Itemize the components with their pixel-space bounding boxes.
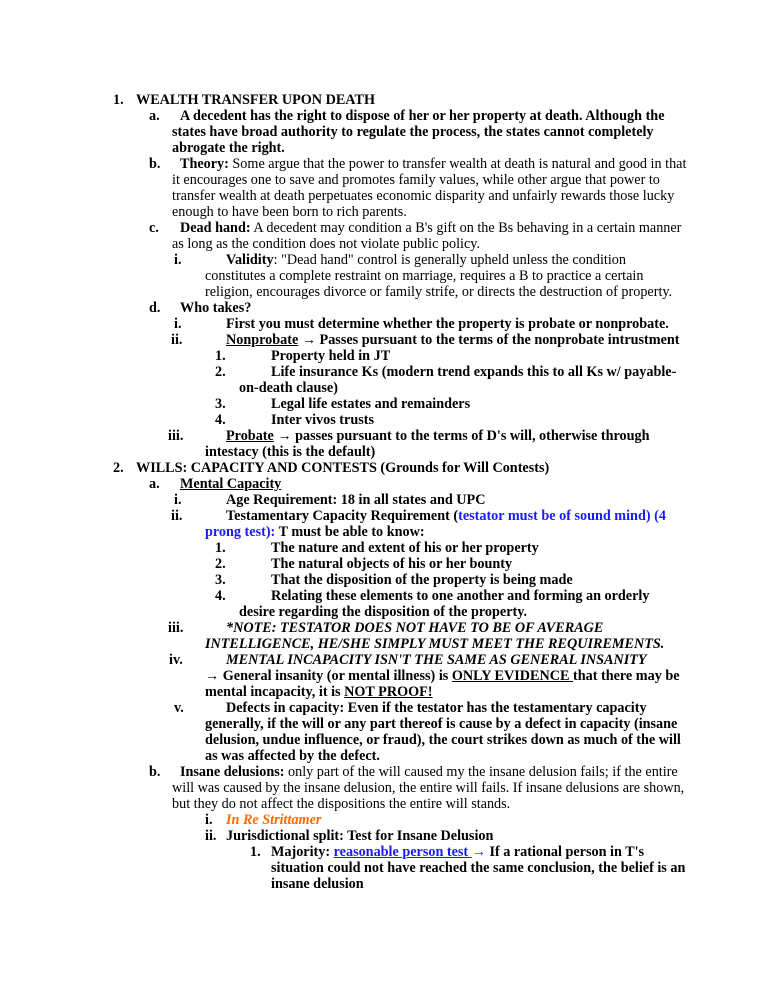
- s2b-text: only part of the will caused my the insane delusion fails; if the entire: [284, 764, 678, 780]
- s2aiv-text-3: mental incapacity, it is: [205, 684, 345, 700]
- nonprobate-heading: Nonprobate: [226, 332, 299, 348]
- list-item: Life insurance Ks (modern trend expands this to all Ks w/ payable-: [271, 364, 677, 380]
- s2aii-text-2: T must be able to know:: [275, 524, 425, 540]
- s1dii-line1: [226, 332, 680, 348]
- s1d-marker: d.: [149, 300, 161, 316]
- list-item: The natural objects of his or her bounty: [271, 556, 513, 572]
- s2aii-blue-text-3: prong test):: [205, 524, 276, 540]
- s2bi-marker: i.: [205, 812, 213, 828]
- s2av-line2: generally, if the will or any part thereof is cause by a defect in capacity (insane: [205, 716, 678, 732]
- s1b-line3: transfer wealth at death perpetuates economic disparity and unfairly rewards those lucky: [172, 188, 675, 204]
- majority-test-line2: situation could not have reached the same conclusion, the belief is an: [271, 860, 686, 876]
- arrow-icon: →: [205, 668, 220, 684]
- list-item-marker: 1.: [250, 844, 261, 860]
- list-item: Property held in JT: [271, 348, 391, 364]
- s1c-marker: c.: [149, 220, 159, 236]
- s2aiv-marker: iv.: [169, 652, 183, 668]
- s1diii-line1: [226, 428, 650, 444]
- list-item: Legal life estates and remainders: [271, 396, 471, 412]
- s2aiv-line2: [205, 668, 680, 684]
- s2av-line3: delusion, undue influence, or fraud), the court strikes down as much of the will: [205, 732, 681, 748]
- s1di-line1: First you must determine whether the property is probate or nonprobate.: [226, 316, 669, 332]
- s1ci-line3: religion, encourages divorce or family strife, or directs the destruction of property.: [205, 284, 673, 300]
- s1ci-lead: Validity: [226, 252, 274, 268]
- s1d-line1: Who takes?: [180, 300, 252, 316]
- section-2-number: 2.: [113, 460, 124, 476]
- s2ai-line1: Age Requirement: 18 in all states and UPC: [226, 492, 486, 508]
- s2bii-line1: Jurisdictional split: Test for Insane Delusion: [226, 828, 494, 844]
- s1dii-marker: ii.: [171, 332, 183, 348]
- majority-label: Majority:: [271, 844, 334, 860]
- s2aiv-text-2: that there may be: [573, 668, 680, 684]
- s2av-line4: as was affected by the defect.: [205, 748, 380, 764]
- section-1-title: WEALTH TRANSFER UPON DEATH: [136, 92, 375, 108]
- s1diii-marker: iii.: [168, 428, 184, 444]
- s2aiii-marker: iii.: [168, 620, 184, 636]
- s2b-marker: b.: [149, 764, 161, 780]
- s1diii-text: passes pursuant to the terms of D's will, otherwise through: [291, 428, 650, 444]
- list-item-marker: 1.: [215, 540, 226, 556]
- s1ci-line2: constitutes a complete restraint on marriage, requires a B to practice a certain: [205, 268, 644, 284]
- list-item: Relating these elements to one another and forming an orderly: [271, 588, 650, 604]
- majority-test-line1: [271, 844, 644, 860]
- s1b-text: Some argue that the power to transfer wealth at death is natural and good in that: [228, 156, 687, 172]
- s2a-heading: Mental Capacity: [180, 476, 282, 492]
- s2aiv-line3: [205, 684, 433, 700]
- s1b-lead: Theory:: [180, 156, 229, 172]
- s2bii-marker: ii.: [205, 828, 217, 844]
- list-item-marker: 2.: [215, 556, 226, 572]
- s2aii-line1: [226, 508, 666, 524]
- s1dii-text: Passes pursuant to the terms of the nonprobate intrustment: [316, 332, 680, 348]
- s2aii-marker: ii.: [171, 508, 183, 524]
- s2aiii-line1: *NOTE: TESTATOR DOES NOT HAVE TO BE OF AVERAGE: [226, 620, 604, 636]
- arrow-icon: →: [301, 332, 316, 348]
- s1c-text: A decedent may condition a B's gift on the Bs behaving in a certain manner: [250, 220, 682, 236]
- s1a-line2: states have broad authority to regulate the process, the states cannot completely: [172, 124, 654, 140]
- section-2-title: WILLS: CAPACITY AND CONTESTS (Grounds for Will Contests): [136, 460, 550, 476]
- reasonable-person-test-link[interactable]: reasonable person test: [333, 844, 472, 860]
- s1ci-line1: [226, 252, 626, 268]
- s2aii-blue-text: testator must be of sound mind): [458, 508, 651, 524]
- s2ai-marker: i.: [174, 492, 182, 508]
- majority-test-line3: insane delusion: [271, 876, 364, 892]
- s2a-marker: a.: [149, 476, 160, 492]
- list-item-cont: on-death clause): [239, 380, 338, 396]
- s2b-line1: [180, 764, 678, 780]
- list-item-marker: 3.: [215, 572, 226, 588]
- list-item-marker: 2.: [215, 364, 226, 380]
- s1a-marker: a.: [149, 108, 160, 124]
- list-item-marker: 3.: [215, 396, 226, 412]
- majority-text: If a rational person in T's: [485, 844, 645, 860]
- list-item-marker: 4.: [215, 412, 226, 428]
- s1di-marker: i.: [174, 316, 182, 332]
- arrow-icon: →: [277, 428, 292, 444]
- s2av-line1: Defects in capacity: Even if the testator has the testamentary capacity: [226, 700, 647, 716]
- s2b-line3: but they do not affect the dispositions the entire will stands.: [172, 796, 511, 812]
- s2aiv-text: General insanity (or mental illness) is: [219, 668, 452, 684]
- s2aiv-underlined-2: NOT PROOF!: [344, 684, 433, 700]
- s2aiv-line1: MENTAL INCAPACITY ISN'T THE SAME AS GENERAL INSANITY: [226, 652, 647, 668]
- s2av-marker: v.: [174, 700, 184, 716]
- s1b-line4: enough to have been born to rich parents.: [172, 204, 407, 220]
- s1diii-line2: intestacy (this is the default): [205, 444, 376, 460]
- s1c-line1: [180, 220, 681, 236]
- s1a-line1: A decedent has the right to dispose of her or her property at death. Although the: [180, 108, 665, 124]
- case-name: In Re Strittamer: [226, 812, 322, 828]
- s1ci-marker: i.: [174, 252, 182, 268]
- list-item-marker: 1.: [215, 348, 226, 364]
- section-1-number: 1.: [113, 92, 124, 108]
- s2aiv-underlined: ONLY EVIDENCE: [451, 668, 573, 684]
- s1c-lead: Dead hand:: [180, 220, 251, 236]
- list-item-cont: desire regarding the disposition of the property.: [239, 604, 528, 620]
- list-item: That the disposition of the property is being made: [271, 572, 573, 588]
- list-item: The nature and extent of his or her property: [271, 540, 539, 556]
- s1b-line1: [180, 156, 686, 172]
- s1c-line2: as long as the condition does not violate public policy.: [172, 236, 480, 252]
- arrow-icon: →: [471, 844, 486, 860]
- list-item-marker: 4.: [215, 588, 226, 604]
- s2b-line2: will was caused by the insane delusion, the entire will fails. If insane delusions are shown,: [172, 780, 685, 796]
- s1ci-text: : "Dead hand" control is generally upheld unless the condition: [273, 252, 626, 268]
- s2aii-blue-text-2: (4: [650, 508, 666, 524]
- list-item: Inter vivos trusts: [271, 412, 374, 428]
- s2aiii-line2: INTELLIGENCE, HE/SHE SIMPLY MUST MEET THE REQUIREMENTS.: [205, 636, 665, 652]
- s1b-line2: it encourages one to save and promotes family values, while other argue that power to: [172, 172, 660, 188]
- s2aii-text: Testamentary Capacity Requirement (: [226, 508, 459, 524]
- s1b-marker: b.: [149, 156, 161, 172]
- probate-heading: Probate: [226, 428, 274, 444]
- s2b-lead: Insane delusions:: [180, 764, 285, 780]
- s2aii-line2: [205, 524, 425, 540]
- s1a-line3: abrogate the right.: [172, 140, 285, 156]
